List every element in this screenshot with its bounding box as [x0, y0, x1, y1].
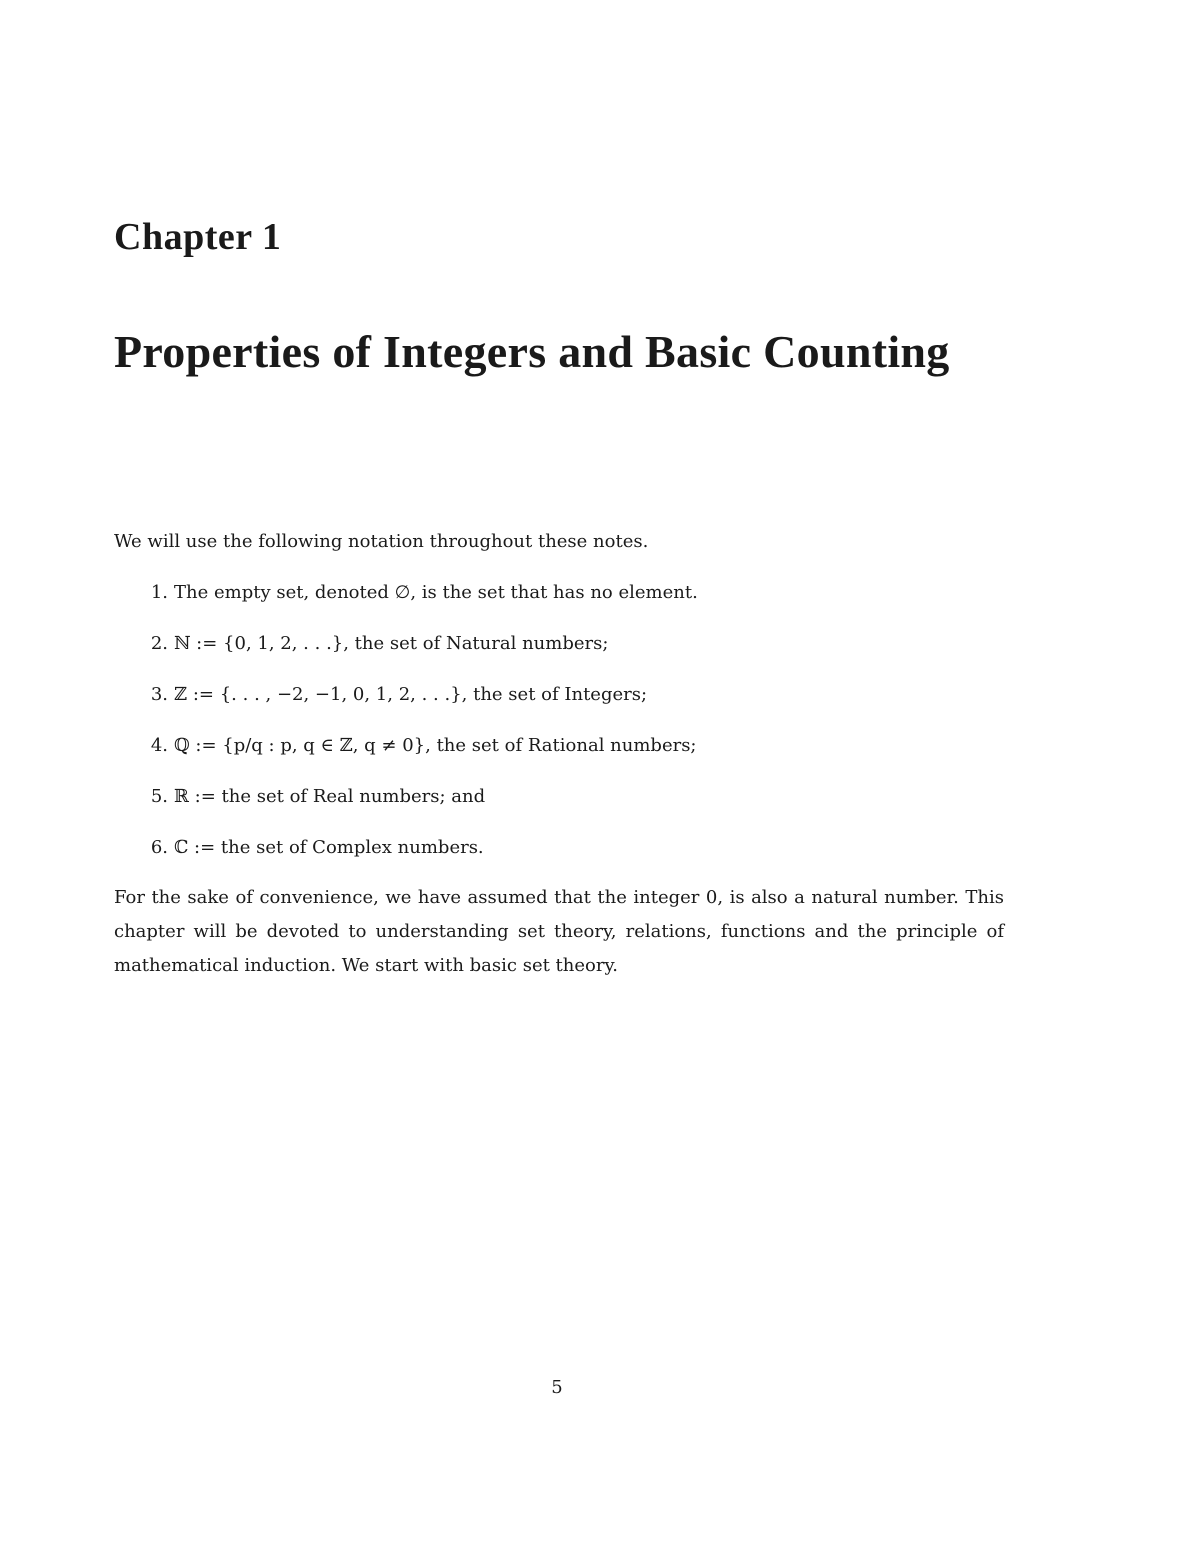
- intro-paragraph: We will use the following notation throughout these notes.: [114, 531, 649, 552]
- chapter-title: Properties of Integers and Basic Counting: [114, 326, 950, 377]
- list-item-text: ℂ := the set of Complex numbers.: [174, 837, 484, 858]
- list-item-text: ℚ := {p/q : p, q ∈ ℤ, q ≠ 0}, the set of Rational numbers;: [174, 735, 697, 756]
- list-item-number: 6.: [150, 837, 168, 858]
- list-item-text: The empty set, denoted ∅, is the set that has no element.: [174, 582, 698, 603]
- closing-paragraph: For the sake of convenience, we have assumed that the integer 0, is also a natural number. This chapter will be devoted to understanding set theory, relations, functions and the principle of mathematical induction. We start with basic set theory.: [114, 887, 1004, 976]
- list-item-number: 2.: [150, 633, 168, 654]
- chapter-label: Chapter 1: [114, 216, 282, 258]
- list-item-number: 1.: [150, 582, 168, 603]
- notation-list: [114, 580, 1014, 886]
- list-item: [114, 835, 1014, 886]
- list-item-text: ℝ := the set of Real numbers; and: [174, 786, 486, 807]
- list-item: [114, 631, 1014, 682]
- list-item: [114, 733, 1014, 784]
- list-item: [114, 784, 1014, 835]
- list-item: [114, 682, 1014, 733]
- list-item-number: 3.: [150, 684, 168, 705]
- list-item: [114, 580, 1014, 631]
- list-item-number: 4.: [150, 735, 168, 756]
- list-item-text: ℕ := {0, 1, 2, . . .}, the set of Natural numbers;: [174, 633, 609, 654]
- list-item-text: ℤ := {. . . , −2, −1, 0, 1, 2, . . .}, the set of Integers;: [174, 684, 648, 705]
- list-item-number: 5.: [150, 786, 168, 807]
- page-number: 5: [551, 1377, 563, 1398]
